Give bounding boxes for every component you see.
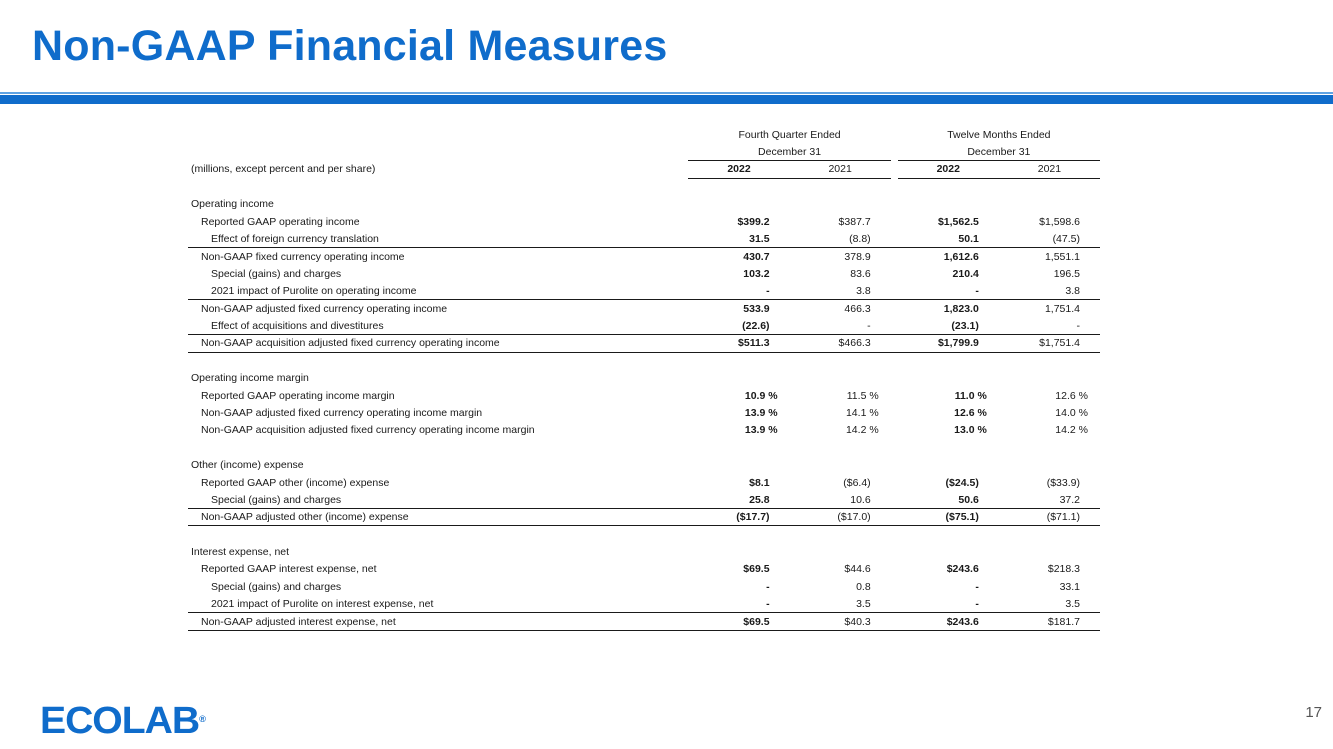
row-value: 0.8 (856, 580, 871, 593)
table-row (188, 613, 1100, 630)
row-value: - (766, 580, 770, 593)
row-value: 3.5 (1065, 597, 1080, 610)
row-value: - (766, 597, 770, 610)
row-value: - (975, 580, 979, 593)
row-value: 14.2 % (1055, 424, 1088, 437)
header-row-1 (188, 126, 1100, 143)
logo-text: ECOLAB (40, 700, 200, 742)
row-label: Special (gains) and charges (211, 267, 342, 280)
row-value: - (975, 284, 979, 297)
row-value: $218.3 (1047, 563, 1080, 576)
ecolab-logo (40, 700, 206, 742)
row-value: 3.8 (1065, 284, 1080, 297)
row-value: $1,562.5 (937, 215, 979, 228)
table-row (188, 578, 1100, 595)
row-value: ($75.1) (898, 509, 999, 526)
section-title: Other (income) expense (191, 459, 304, 472)
row-value: 25.8 (749, 493, 770, 506)
quarter-header-line1: Fourth Quarter Ended (738, 128, 841, 141)
row-value: $399.2 (737, 215, 770, 228)
year-q-2021: 2021 (790, 161, 891, 178)
row-value: - (1076, 319, 1080, 332)
table-row (188, 335, 1100, 352)
row-label: Reported GAAP operating income (201, 215, 360, 228)
table-row (188, 404, 1100, 421)
row-value: $69.5 (688, 613, 789, 630)
row-value: ($24.5) (945, 476, 979, 489)
row-value: 10.9 % (744, 389, 778, 402)
row-value: $1,598.6 (1039, 215, 1080, 228)
header-row-years (188, 161, 1100, 178)
row-value: 13.0 % (954, 424, 987, 437)
section-title-row (188, 543, 1100, 560)
year-fy-2021: 2021 (999, 161, 1100, 178)
page-title: Non-GAAP Financial Measures (32, 22, 668, 70)
row-value: 466.3 (790, 300, 891, 317)
row-value: $69.5 (743, 563, 770, 576)
row-label: Non-GAAP acquisition adjusted fixed currency operating income margin (201, 424, 535, 437)
table-row (188, 561, 1100, 578)
row-value: 37.2 (1059, 493, 1080, 506)
row-label: Reported GAAP operating income margin (201, 389, 395, 402)
row-value: $44.6 (844, 563, 871, 576)
financial-table (188, 126, 1100, 631)
table-row (188, 230, 1100, 247)
row-value: 31.5 (749, 232, 770, 245)
row-value: 430.7 (688, 248, 789, 265)
row-value: 11.0 % (954, 389, 987, 402)
row-value: 196.5 (1053, 267, 1080, 280)
row-value: ($33.9) (1046, 476, 1080, 489)
table-row (188, 248, 1100, 265)
row-label: Reported GAAP interest expense, net (201, 563, 377, 576)
table-row (188, 474, 1100, 491)
row-value: ($17.7) (688, 509, 789, 526)
table-row (188, 283, 1100, 300)
row-value: 210.4 (952, 267, 979, 280)
spacer-row (188, 352, 1100, 369)
section-title: Operating income (191, 198, 274, 211)
row-value: $387.7 (838, 215, 871, 228)
year-fy-2022: 2022 (898, 161, 999, 178)
row-value: - (975, 597, 979, 610)
section-title-row (188, 196, 1100, 213)
row-label: Effect of foreign currency translation (211, 232, 379, 245)
row-value: ($6.4) (843, 476, 871, 489)
row-value: 14.2 % (845, 424, 879, 437)
row-value: 10.6 (850, 493, 871, 506)
row-value: 1,551.1 (999, 248, 1100, 265)
row-label: Special (gains) and charges (211, 580, 342, 593)
row-value: 3.5 (856, 597, 871, 610)
table-row (188, 596, 1100, 613)
row-value: $243.6 (898, 613, 999, 630)
row-value: (23.1) (951, 319, 979, 332)
quarter-header-line2: December 31 (688, 143, 890, 160)
spacer-row (188, 439, 1100, 456)
row-value: $181.7 (999, 613, 1100, 630)
table-row (188, 317, 1100, 334)
row-value: 1,612.6 (898, 248, 999, 265)
row-value: ($17.0) (790, 509, 891, 526)
row-value: (8.8) (849, 232, 871, 245)
table-row (188, 213, 1100, 230)
row-value: 13.9 % (744, 406, 778, 419)
row-label: Non-GAAP fixed currency operating income (188, 248, 686, 265)
table-row (188, 265, 1100, 282)
table-row (188, 300, 1100, 317)
table-row (188, 387, 1100, 404)
row-label: Special (gains) and charges (211, 493, 342, 506)
row-value: 50.1 (958, 232, 979, 245)
section-title-row (188, 456, 1100, 473)
header-row-2 (188, 143, 1100, 160)
year-q-2022: 2022 (688, 161, 789, 178)
row-value: 14.1 % (845, 406, 879, 419)
row-label: Non-GAAP adjusted other (income) expense (188, 509, 686, 526)
row-label: 2021 impact of Purolite on interest expense, net (211, 597, 434, 610)
row-value: 533.9 (688, 300, 789, 317)
table-row (188, 491, 1100, 508)
row-value: 83.6 (850, 267, 871, 280)
row-value: 12.6 % (954, 406, 987, 419)
row-value: $40.3 (790, 613, 891, 630)
row-value: 103.2 (743, 267, 770, 280)
units-label: (millions, except percent and per share) (191, 163, 376, 176)
row-value: - (766, 284, 770, 297)
row-value: 11.5 % (846, 389, 879, 402)
row-label: Reported GAAP other (income) expense (201, 476, 390, 489)
row-value: $1,751.4 (999, 335, 1100, 352)
row-label: Non-GAAP acquisition adjusted fixed currency operating income (188, 335, 686, 352)
row-value: 378.9 (790, 248, 891, 265)
row-label: Non-GAAP adjusted interest expense, net (188, 613, 686, 630)
row-label: Non-GAAP adjusted fixed currency operating income margin (201, 406, 483, 419)
row-value: $243.6 (946, 563, 979, 576)
row-value: 50.6 (958, 493, 979, 506)
row-label: Effect of acquisitions and divestitures (211, 319, 384, 332)
spacer-row (188, 178, 1100, 195)
row-value: $511.3 (688, 335, 789, 352)
title-underline-bar (0, 95, 1333, 104)
year-header-line2: December 31 (898, 143, 1100, 160)
spacer-row (188, 526, 1100, 543)
row-value: (22.6) (742, 319, 770, 332)
table-row (188, 509, 1100, 526)
row-value: 12.6 % (1055, 389, 1088, 402)
row-value: - (867, 319, 871, 332)
row-value: (47.5) (1052, 232, 1080, 245)
year-header-line1: Twelve Months Ended (947, 128, 1051, 141)
row-value: 1,823.0 (898, 300, 999, 317)
row-value: $8.1 (749, 476, 770, 489)
row-value: $1,799.9 (898, 335, 999, 352)
row-value: 3.8 (856, 284, 871, 297)
section-title-row (188, 369, 1100, 386)
title-underline-accent (0, 92, 1333, 94)
row-label: 2021 impact of Purolite on operating income (211, 284, 417, 297)
row-value: $466.3 (790, 335, 891, 352)
section-title: Operating income margin (191, 372, 309, 385)
row-label: Non-GAAP adjusted fixed currency operating income (188, 300, 686, 317)
row-value: ($71.1) (999, 509, 1100, 526)
table-row (188, 422, 1100, 439)
financial-table-body (188, 126, 1100, 630)
row-value: 13.9 % (744, 424, 778, 437)
row-value: 14.0 % (1055, 406, 1088, 419)
section-title: Interest expense, net (191, 546, 290, 559)
page-number: 17 (1305, 704, 1322, 721)
row-value: 1,751.4 (999, 300, 1100, 317)
row-value: 33.1 (1059, 580, 1080, 593)
registered-mark: ® (199, 714, 206, 724)
